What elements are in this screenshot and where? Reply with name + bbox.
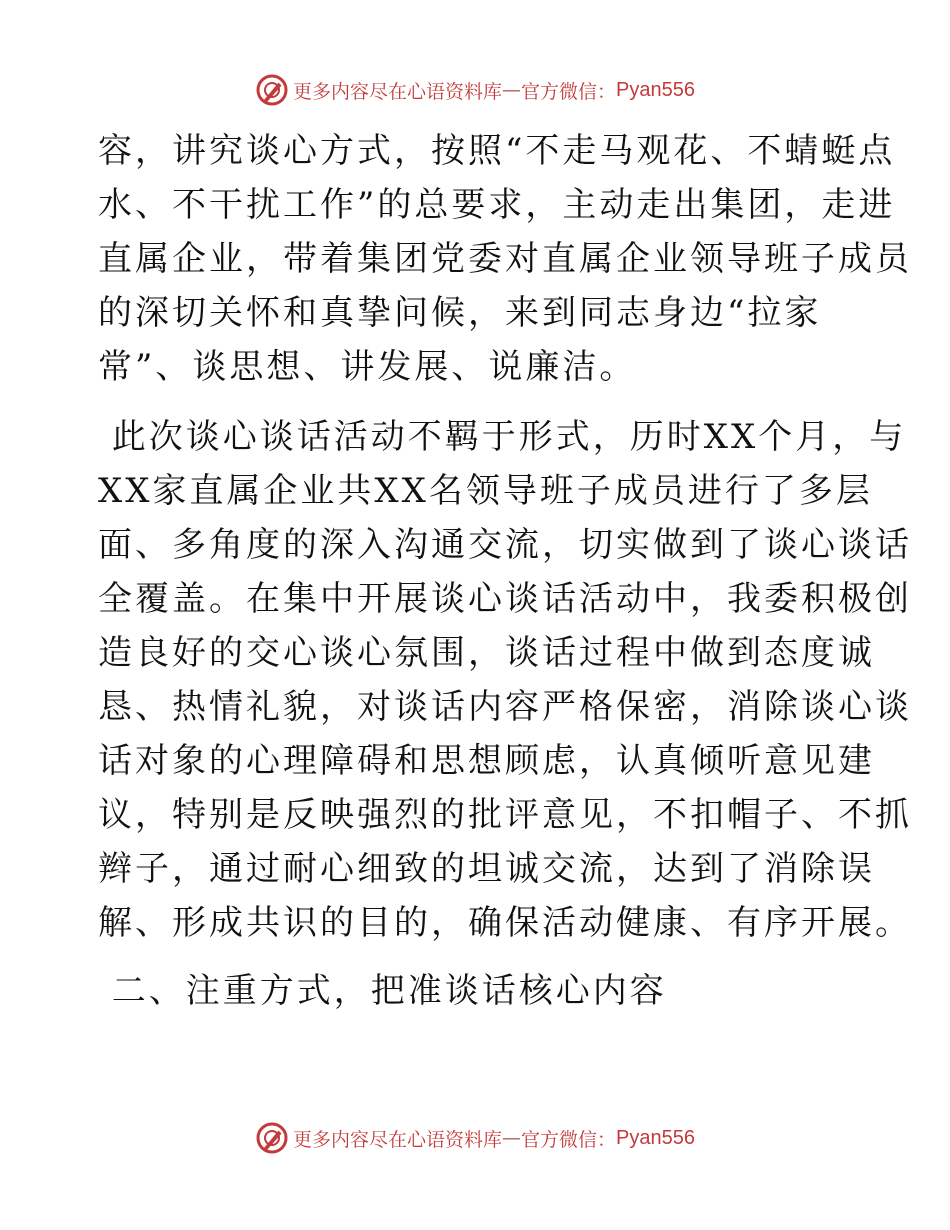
text-line: XX家直属企业共XX名领导班子成员进行了多层 bbox=[98, 471, 873, 511]
watermark-wechat-label: 官方微信： bbox=[521, 1128, 617, 1151]
text-line: 容，讲究谈心方式，按照“不走马观花、不蜻蜓点 bbox=[98, 131, 896, 171]
text-line: 解、形成共识的目的，确保活动健康、有序开展。 bbox=[98, 903, 912, 943]
text-line: 面、多角度的深入沟通交流，切实做到了谈心谈话 bbox=[98, 525, 912, 565]
footer-watermark bbox=[0, 1120, 950, 1156]
paragraph bbox=[98, 410, 912, 950]
watermark-separator: — bbox=[502, 79, 522, 101]
paragraph bbox=[98, 124, 912, 394]
watermark-text: 更多内容尽在心语资料库 bbox=[293, 1128, 503, 1151]
text-line: 全覆盖。在集中开展谈心谈话活动中，我委积极创 bbox=[98, 579, 912, 619]
text-line: 话对象的心理障碍和思想顾虑，认真倾听意见建 bbox=[98, 741, 875, 781]
text-line: 的深切关怀和真挚问候，来到同志身边“拉家 bbox=[98, 293, 822, 333]
logo-icon bbox=[255, 1121, 289, 1155]
watermark-text: 更多内容尽在心语资料库 bbox=[293, 80, 503, 103]
watermark-wechat-id: Pyan556 bbox=[616, 1126, 695, 1149]
logo-icon bbox=[255, 73, 289, 107]
watermark-separator: — bbox=[502, 1127, 522, 1149]
text-line: 常”、谈思想、讲发展、说廉洁。 bbox=[98, 347, 637, 387]
text-line: 造良好的交心谈心氛围，谈话过程中做到态度诚 bbox=[98, 633, 875, 673]
watermark-wechat-id: Pyan556 bbox=[616, 78, 695, 101]
text-line: 水、不干扰工作”的总要求，主动走出集团，走进 bbox=[98, 185, 896, 225]
section-heading: 二、注重方式，把准谈话核心内容 bbox=[98, 971, 667, 1011]
header-watermark bbox=[0, 72, 950, 108]
text-line: 恳、热情礼貌，对谈话内容严格保密，消除谈心谈 bbox=[98, 687, 912, 727]
text-line: 议，特别是反映强烈的批评意见，不扣帽子、不抓 bbox=[98, 795, 912, 835]
text-line: 辫子，通过耐心细致的坦诚交流，达到了消除误 bbox=[98, 849, 875, 889]
document-body bbox=[98, 124, 912, 1018]
watermark-wechat-label: 官方微信： bbox=[521, 80, 617, 103]
text-line: 此次谈心谈话活动不羁于形式，历时XX个月，与 bbox=[98, 417, 907, 457]
text-line: 直属企业，带着集团党委对直属企业领导班子成员 bbox=[98, 239, 912, 279]
